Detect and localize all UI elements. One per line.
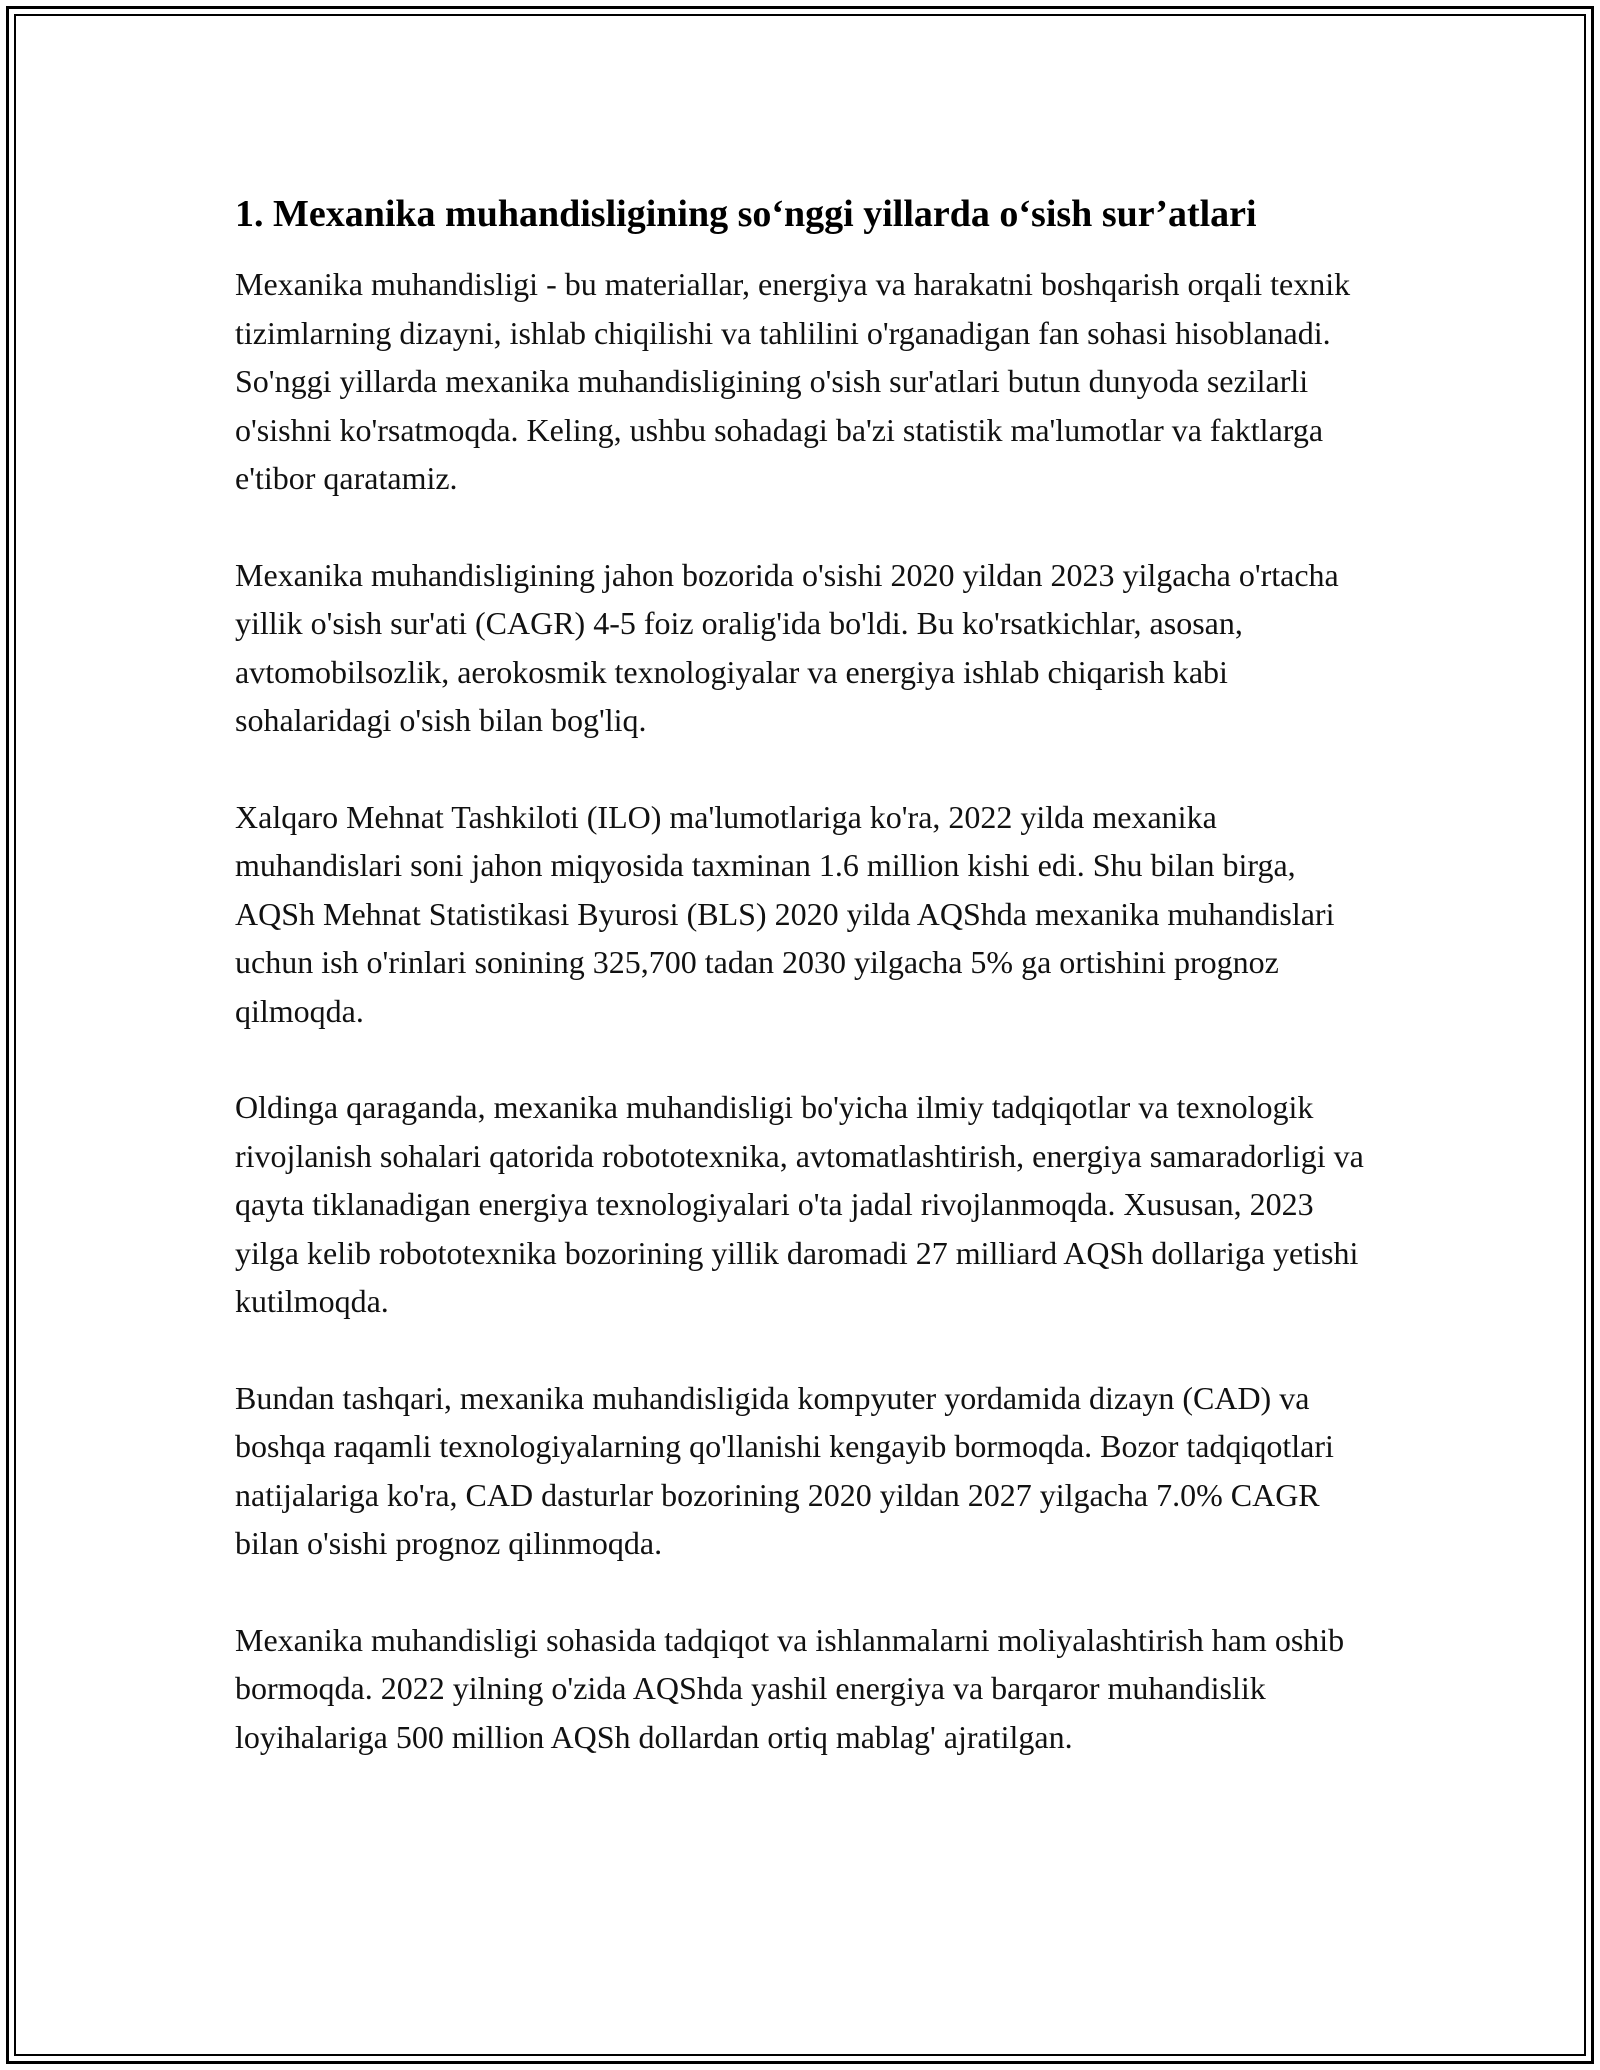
paragraph-market-growth: Mexanika muhandisligining jahon bozorida o'sishi 2020 yildan 2023 yilgacha o'rtacha yillik o'sish sur'ati (CAGR) 4-5 foiz oralig'ida bo'ldi. Bu ko'rsatkichlar, asosan, avtomobilsozlik, aerokosmik texnologiyalar va energiya ishlab chiqarish kabi sohalaridagi o'sish bilan bog'liq. bbox=[235, 556, 1339, 738]
paragraph-research-trends: Oldinga qaraganda, mexanika muhandisligi bo'yicha ilmiy tadqiqotlar va texnologik rivojlanish sohalari qatorida robototexnika, avtomatlashtirish, energiya samaradorligi va qayta tiklanadigan energiya texnologiyalari o'ta jadal rivojlanmoqda. Xususan, 2023 yilga kelib robototexnika bozorining yillik daromadi 27 milliard AQSh dollariga yetishi kutilmoqda. bbox=[235, 1089, 1364, 1319]
paragraph-funding: Mexanika muhandisligi sohasida tadqiqot va ishlanmalarni moliyalashtirish ham oshib bormoqda. 2022 yilning o'zida AQShda yashil energiya va barqaror muhandislik loyihalariga 500 million AQSh dollardan ortiq mablag' ajratilgan. bbox=[235, 1621, 1345, 1755]
paragraph-intro: Mexanika muhandisligi - bu materiallar, energiya va harakatni boshqarish orqali texnik tizimlarning dizayni, ishlab chiqilishi va tahlilini o'rganadigan fan sohasi hisoblanadi. So'nggi yillarda mexanika muhandisligining o'sish sur'atlari butun dunyoda sezilarli o'sishni ko'rsatmoqda. Keling, ushbu sohadagi ba'zi statistik ma'lumotlar va faktlarga e'tibor qaratamiz. bbox=[235, 266, 1351, 496]
paragraph-employment: Xalqaro Mehnat Tashkiloti (ILO) ma'lumotlariga ko'ra, 2022 yilda mexanika muhandislari soni jahon miqyosida taxminan 1.6 million kishi edi. Shu bilan birga, AQSh Mehnat Statistikasi Byurosi (BLS) 2020 yilda AQShda mexanika muhandislari uchun ish o'rinlari sonining 325,700 tadan 2030 yilgacha 5% ga ortishini prognoz qilmoqda. bbox=[235, 798, 1335, 1029]
section-heading: 1. Mexanika muhandisligining so‘nggi yillarda o‘sish sur’atlari bbox=[235, 193, 1257, 235]
paragraph-cad: Bundan tashqari, mexanika muhandisligida kompyuter yordamida dizayn (CAD) va boshqa raqamli texnologiyalarning qo'llanishi kengayib bormoqda. Bozor tadqiqotlari natijalariga ko'ra, CAD dasturlar bozorining 2020 yildan 2027 yilgacha 7.0% CAGR bilan o'sishi prognoz qilinmoqda. bbox=[235, 1379, 1334, 1561]
document-body bbox=[235, 186, 1375, 1809]
